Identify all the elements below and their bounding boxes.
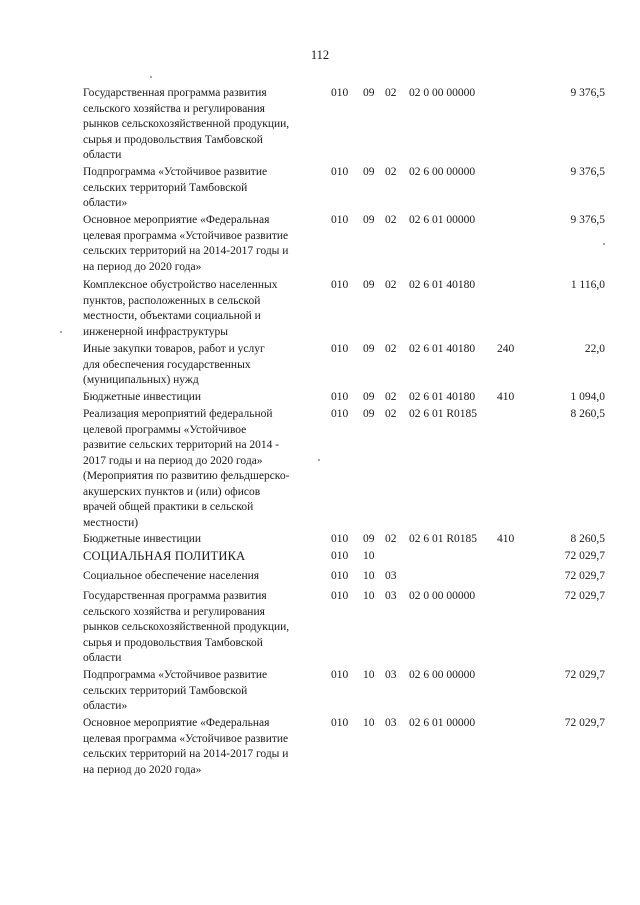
row-section-code: 10 [363,570,375,582]
row-target-code: 02 6 01 00000 [409,214,476,226]
row-ministry-code: 010 [331,279,349,291]
row-amount: 72 029,7 [564,717,605,729]
row-subsection-code: 02 [385,391,397,403]
row-amount: 8 260,5 [570,408,605,420]
row-expense-type-code: 240 [497,343,515,355]
row-subsection-code: 02 [385,279,397,291]
row-ministry-code: 010 [331,570,349,582]
row-subsection-code: 02 [385,343,397,355]
row-ministry-code: 010 [331,550,349,562]
scan-speck [603,243,605,245]
row-amount: 1 116,0 [570,279,605,291]
row-subsection-code: 03 [385,717,397,729]
row-target-code: 02 6 01 40180 [409,343,476,355]
row-target-code: 02 6 00 00000 [409,669,476,681]
row-subsection-code: 02 [385,87,397,99]
row-section-code: 10 [363,717,375,729]
row-target-code: 02 6 01 40180 [409,279,476,291]
row-ministry-code: 010 [331,533,349,545]
row-section-code: 10 [363,550,375,562]
row-section-code: 09 [363,87,375,99]
row-amount: 72 029,7 [564,570,605,582]
row-ministry-code: 010 [331,214,349,226]
row-name: Подпрограмма «Устойчивое развитие сельских территорий Тамбовской области» [83,669,268,712]
row-subsection-code: 02 [385,214,397,226]
row-target-code: 02 6 01 00000 [409,717,476,729]
row-target-code: 02 0 00 00000 [409,87,476,99]
scan-speck [150,76,152,78]
row-name: Бюджетные инвестиции [83,391,202,403]
row-subsection-code: 02 [385,533,397,545]
row-expense-type-code: 410 [497,533,515,545]
scan-speck [318,459,320,461]
row-name: Государственная программа развития сельского хозяйства и регулирования рынков сельскохозяйственной продукции, сырья и продовольствия Тамбовской области [83,590,290,664]
row-subsection-code: 03 [385,570,397,582]
row-ministry-code: 010 [331,391,349,403]
row-amount: 1 094,0 [570,391,605,403]
row-section-code: 09 [363,214,375,226]
row-amount: 9 376,5 [570,87,605,99]
row-section-code: 09 [363,391,375,403]
row-subsection-code: 03 [385,590,397,602]
row-amount: 9 376,5 [570,166,605,178]
row-amount: 22,0 [584,343,605,355]
row-name: Государственная программа развития сельского хозяйства и регулирования рынков сельскохозяйственной продукции, сырья и продовольствия Тамбовской области [83,87,290,161]
row-target-code: 02 6 01 R0185 [409,533,478,545]
row-target-code: 02 0 00 00000 [409,590,476,602]
row-name: Реализация мероприятий федеральной целевой программы «Устойчивое развитие сельских территорий на 2014 - 2017 годы и на период до 2020 года» (Мероприятия по развитию фельдшерско- акушерских пунктов и (или) офисов врачей общей практики в сельской местности) [83,408,290,529]
row-ministry-code: 010 [331,717,349,729]
row-name: Комплексное обустройство населенных пунктов, расположенных в сельской местности, объектами социальной и инженерной инфраструктуры [83,279,278,338]
row-section-code: 10 [363,590,375,602]
row-target-code: 02 6 01 R0185 [409,408,478,420]
row-ministry-code: 010 [331,590,349,602]
row-section-code: 09 [363,279,375,291]
row-amount: 72 029,7 [564,590,605,602]
row-section-code: 09 [363,533,375,545]
row-name: Основное мероприятие «Федеральная целевая программа «Устойчивое развитие сельских территорий на 2014-2017 годы и на период до 2020 года» [83,214,289,273]
row-expense-type-code: 410 [497,391,515,403]
row-section-code: 10 [363,669,375,681]
row-subsection-code: 02 [385,408,397,420]
row-amount: 9 376,5 [570,214,605,226]
row-section-code: 09 [363,343,375,355]
row-name: Бюджетные инвестиции [83,533,202,545]
section-heading: СОЦИАЛЬНАЯ ПОЛИТИКА [83,549,246,563]
row-ministry-code: 010 [331,669,349,681]
row-ministry-code: 010 [331,343,349,355]
row-ministry-code: 010 [331,87,349,99]
row-name: Социальное обеспечение населения [83,570,260,582]
row-ministry-code: 010 [331,408,349,420]
row-amount: 8 260,5 [570,533,605,545]
row-ministry-code: 010 [331,166,349,178]
row-target-code: 02 6 00 00000 [409,166,476,178]
row-name: Подпрограмма «Устойчивое развитие сельских территорий Тамбовской области» [83,166,268,209]
row-amount: 72 029,7 [564,669,605,681]
row-name: Основное мероприятие «Федеральная целевая программа «Устойчивое развитие сельских территорий на 2014-2017 годы и на период до 2020 года» [83,717,289,776]
row-section-code: 09 [363,408,375,420]
row-section-code: 09 [363,166,375,178]
scan-speck [60,331,62,333]
row-name: Иные закупки товаров, работ и услуг для обеспечения государственных (муниципальных) нужд [83,343,265,386]
row-subsection-code: 03 [385,669,397,681]
page-number: 112 [310,48,330,62]
row-subsection-code: 02 [385,166,397,178]
row-target-code: 02 6 01 40180 [409,391,476,403]
row-amount: 72 029,7 [564,550,605,562]
